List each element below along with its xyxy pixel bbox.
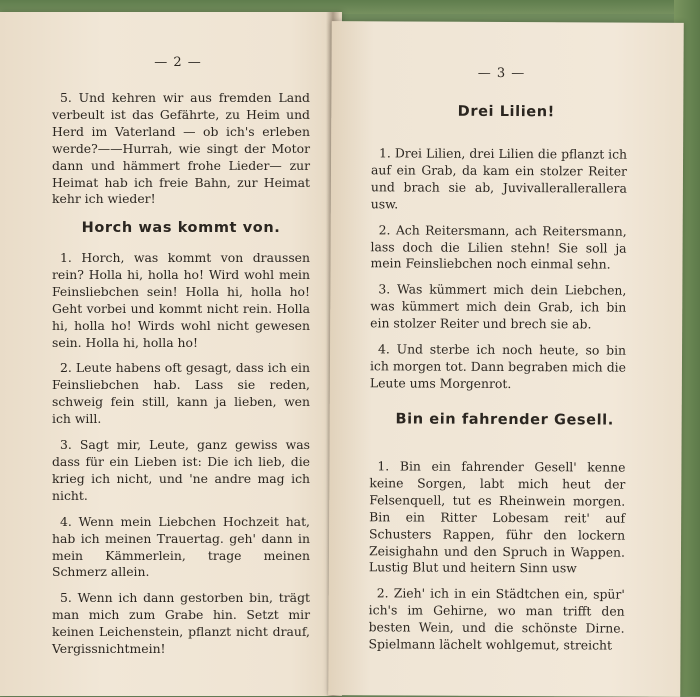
horch-verse-4: 4. Wenn mein Liebchen Hochzeit hat, hab ich meinen Trauertag. geh' dann in mein Kämmerlein, trage meinen Schmerz allein. (52, 513, 310, 580)
song-title-horch: Horch was kommt von. (81, 220, 281, 236)
left-page-number: — 2 — (154, 55, 202, 70)
gesell-verses (368, 458, 625, 663)
left-page-text (52, 90, 310, 217)
song-title-fahrender-gesell: Bin ein fahrender Gesell. (395, 411, 614, 429)
lilien-verse-3: 3. Was kümmert mich dein Liebchen, was kümmert mich dein Grab, ich bin ein stolzer Reiter und brech sie ab. (370, 281, 627, 332)
song-title-drei-lilien: Drei Lilien! (457, 103, 555, 121)
gesell-verse-1: 1. Bin ein fahrender Gesell' kenne keine Sorgen, labt mich heut der Felsenquell, tut es Rheinwein morgen. Bin ein Ritter Lobesam reit' auf Schusters Rappen, führ den lockern Zeisighahn und den Spruch in Wappen. Lustig Blut und heitern Sinn usw (368, 458, 626, 576)
lilien-verse-1: 1. Drei Lilien, drei Lilien die pflanzt ich auf ein Grab, da kam ein stolzer Reiter und brach sie ab, Juvivallerallerallera usw. (370, 145, 628, 212)
verse-5-previous-song: 5. Und kehren wir aus fremden Land verbeult ist das Gefährte, zu Heim und Herd im Vaterland — ob ich's erleben werde?——Hurrah, wie singt der Motor dann und hämmert frohe Lieder— zur Heimat hab ich freie Bahn, zur Heimat kehr ich wieder! (52, 90, 310, 207)
right-page (328, 21, 684, 697)
lilien-verse-2: 2. Ach Reitersmann, ach Reitersmann, lass doch die Lilien stehn! Sie soll ja mein Feinsliebchen noch einmal sehn. (370, 221, 627, 272)
horch-verse-5: 5. Wenn ich dann gestorben bin, trägt man mich zum Grabe hin. Setzt mir keinen Leichenstein, pflanzt nicht drauf, Vergissnichtmein! (52, 590, 310, 657)
horch-verse-1: 1. Horch, was kommt von draussen rein? Holla hi, holla ho! Wird wohl mein Feinsliebchen sein! Holla hi, holla ho! Geht vorbei und kommt nicht rein. Holla hi, holla ho! Wirds wohl nicht gewesen sein. Holla hi, holla ho! (52, 250, 310, 350)
left-page (0, 12, 342, 696)
lilien-verses (370, 145, 627, 402)
gesell-verse-2: 2. Zieh' ich in ein Städtchen ein, spür' ich's im Gehirne, wo man trifft den besten Wein, und die schönste Dirne. Spielmann lächelt wohlgemut, streicht (368, 585, 625, 653)
horch-verse-3: 3. Sagt mir, Leute, ganz gewiss was dass für ein Lieben ist: Die ich lieb, die krieg ich nicht, und 'ne andre mag ich nicht. (52, 437, 310, 503)
right-page-number: — 3 — (477, 65, 526, 82)
lilien-verse-4: 4. Und sterbe ich noch heute, so bin ich morgen tot. Dann begraben mich die Leute ums Morgenrot. (369, 341, 627, 391)
horch-verses (52, 250, 310, 667)
horch-verse-2: 2. Leute habens oft gesagt, dass ich ein Feinsliebchen hab. Lass sie reden, schweig fein still, kann ja lieben, wen ich will. (52, 360, 310, 427)
